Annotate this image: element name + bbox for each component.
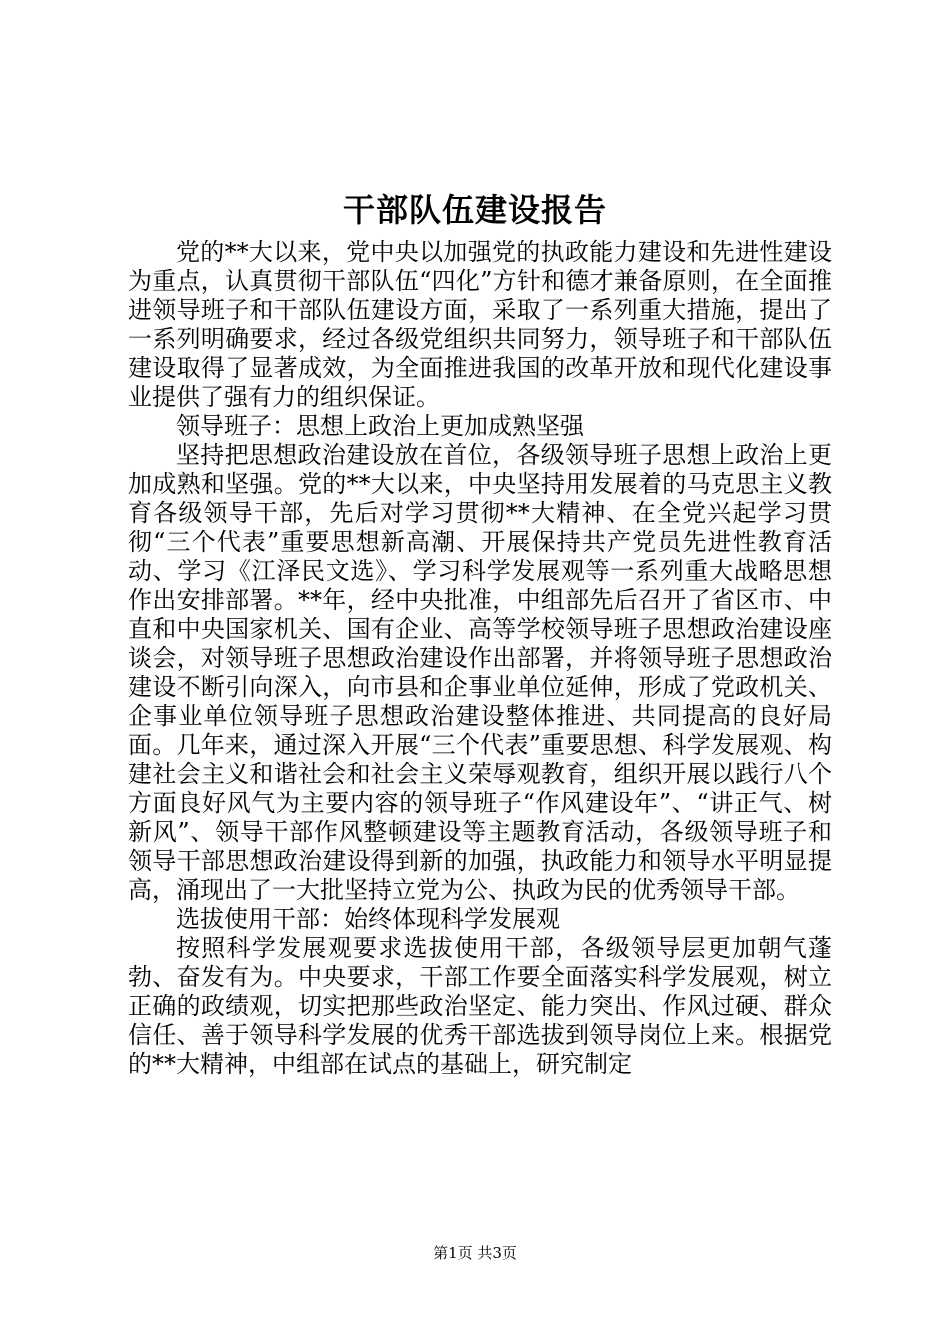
document-body [128,238,832,1079]
section-heading-selection: 选拔使用干部：始终体现科学发展观 [176,905,560,933]
selection-paragraph: 按照科学发展观要求选拔使用干部，各级领导层更加朝气蓬勃、奋发有为。中央要求，干部工作要全面落实科学发展观，树立正确的政绩观，切实把那些政治坚定、能力突出、作风过硬、群众信任、善于领导科学发展的优秀干部选拔到领导岗位上来。根据党的**大精神，中组部在试点的基础上，研究制定 [128,934,832,1078]
page-footer: 第1页 共3页 [433,1244,517,1262]
intro-paragraph: 党的**大以来，党中央以加强党的执政能力建设和先进性建设为重点，认真贯彻干部队伍“四化”方针和德才兼备原则，在全面推进领导班子和干部队伍建设方面，采取了一系列重大措施，提出了一系列明确要求，经过各级党组织共同努力，领导班子和干部队伍建设取得了显著成效，为全面推进我国的改革开放和现代化建设事业提供了强有力的组织保证。 [128,238,832,411]
leadership-paragraph: 坚持把思想政治建设放在首位，各级领导班子思想上政治上更加成熟和坚强。党的**大以来，中央坚持用发展着的马克思主义教育各级领导干部，先后对学习贯彻**大精神、在全党兴起学习贯彻“三个代表”重要思想新高潮、开展保持共产党员先进性教育活动、学习《江泽民文选》、学习科学发展观等一系列重大战略思想作出安排部署。**年，经中央批准，中组部先后召开了省区市、中直和中央国家机关、国有企业、高等学校领导班子思想政治建设座谈会，对领导班子思想政治建设作出部署，并将领导班子思想政治建设不断引向深入，向市县和企事业单位延伸，形成了党政机关、企事业单位领导班子思想政治建设整体推进、共同提高的良好局面。几年来，通过深入开展“三个代表”重要思想、科学发展观、构建社会主义和谐社会和社会主义荣辱观教育，组织开展以践行八个方面良好风气为主要内容的领导班子“作风建设年”、“讲正气、树新风”、领导干部作风整顿建设等主题教育活动，各级领导班子和领导干部思想政治建设得到新的加强，执政能力和领导水平明显提高，涌现出了一大批坚持立党为公、执政为民的优秀领导干部。 [128,441,832,904]
document-title: 干部队伍建设报告 [342,191,607,229]
section-heading-leadership: 领导班子：思想上政治上更加成熟坚强 [176,412,584,440]
